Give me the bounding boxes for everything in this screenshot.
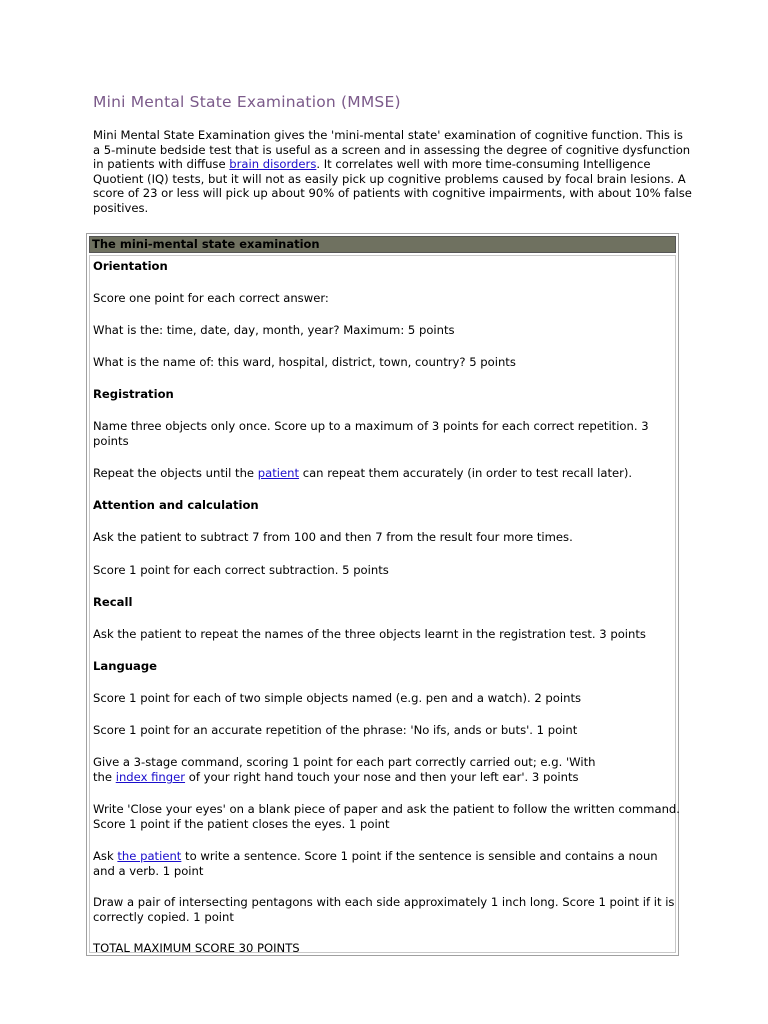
orientation-question-1: What is the: time, date, day, month, year? Maximum: 5 points [93,323,455,337]
intro-text-2: . It correlates well with more time-consuming Intelligence Quotient (IQ) tests, but it will not as easily pick up cognitive problems caused by focal brain lesions. A score of 23 or less will pick up about 90% of patients with cognitive impairments, with about 10% false positives. [93,157,692,215]
total-score: TOTAL MAXIMUM SCORE 30 POINTS [93,941,300,955]
brain-disorders-link[interactable]: brain disorders [229,157,317,171]
registration-heading: Registration [93,387,174,401]
registration-text-2-pre: Repeat the objects until the [93,466,258,480]
language-text-5-pre: Ask [93,849,118,863]
language-text-2: Score 1 point for an accurate repetition of the phrase: 'No ifs, ands or buts'. 1 point [93,723,578,737]
table-body [89,255,680,955]
registration-text-2 [93,466,683,481]
mmse-table [86,233,679,956]
patient-link[interactable]: patient [257,466,300,480]
language-text-5 [93,849,682,878]
attention-text-1: Ask the patient to subtract 7 from 100 and then 7 from the result four more times. [93,530,573,544]
registration-text-2-post: can repeat them accurately (in order to test recall later). [299,466,633,480]
page-title: Mini Mental State Examination (MMSE) [93,93,401,111]
orientation-question-2: What is the name of: this ward, hospital, district, town, country? 5 points [93,355,516,369]
language-text-3-pre: the [93,770,116,784]
recall-heading: Recall [93,595,133,609]
language-text-5-post: to write a sentence. Score 1 point if the sentence is sensible and contains a noun and a verb. 1 point [93,849,658,878]
registration-text-1: Name three objects only once. Score up to a maximum of 3 points for each correct repetition. 3 points [93,419,649,448]
attention-heading: Attention and calculation [93,498,259,512]
language-text-3-post: of your right hand touch your nose and then your left ear'. 3 points [185,770,579,784]
attention-text-2: Score 1 point for each correct subtraction. 5 points [93,563,389,577]
language-heading: Language [93,659,158,673]
language-text-3-line1: Give a 3-stage command, scoring 1 point for each part correctly carried out; e.g. 'With [93,755,596,769]
recall-text-1: Ask the patient to repeat the names of the three objects learnt in the registration test. 3 points [93,627,646,641]
the-patient-link[interactable]: the patient [117,849,182,863]
language-text-3-line2 [93,770,683,785]
language-text-6: Draw a pair of intersecting pentagons with each side approximately 1 inch long. Score 1 point if it is correctly copied. 1 point [93,895,675,924]
intro-text-1: Mini Mental State Examination gives the 'mini-mental state' examination of cognitive function. This is a 5-minute bedside test that is useful as a screen and in assessing the degree of cognitive dysfunction in patients with diffuse [93,128,691,171]
orientation-heading: Orientation [93,259,168,273]
index-finger-link[interactable]: index finger [115,770,186,784]
intro-paragraph [93,128,693,215]
language-text-4: Write 'Close your eyes' on a blank piece of paper and ask the patient to follow the written command. Score 1 point if the patient closes the eyes. 1 point [93,802,680,831]
orientation-instruction: Score one point for each correct answer: [93,291,329,305]
table-header: The mini-mental state examination [89,236,676,253]
language-text-1: Score 1 point for each of two simple objects named (e.g. pen and a watch). 2 points [93,691,582,705]
